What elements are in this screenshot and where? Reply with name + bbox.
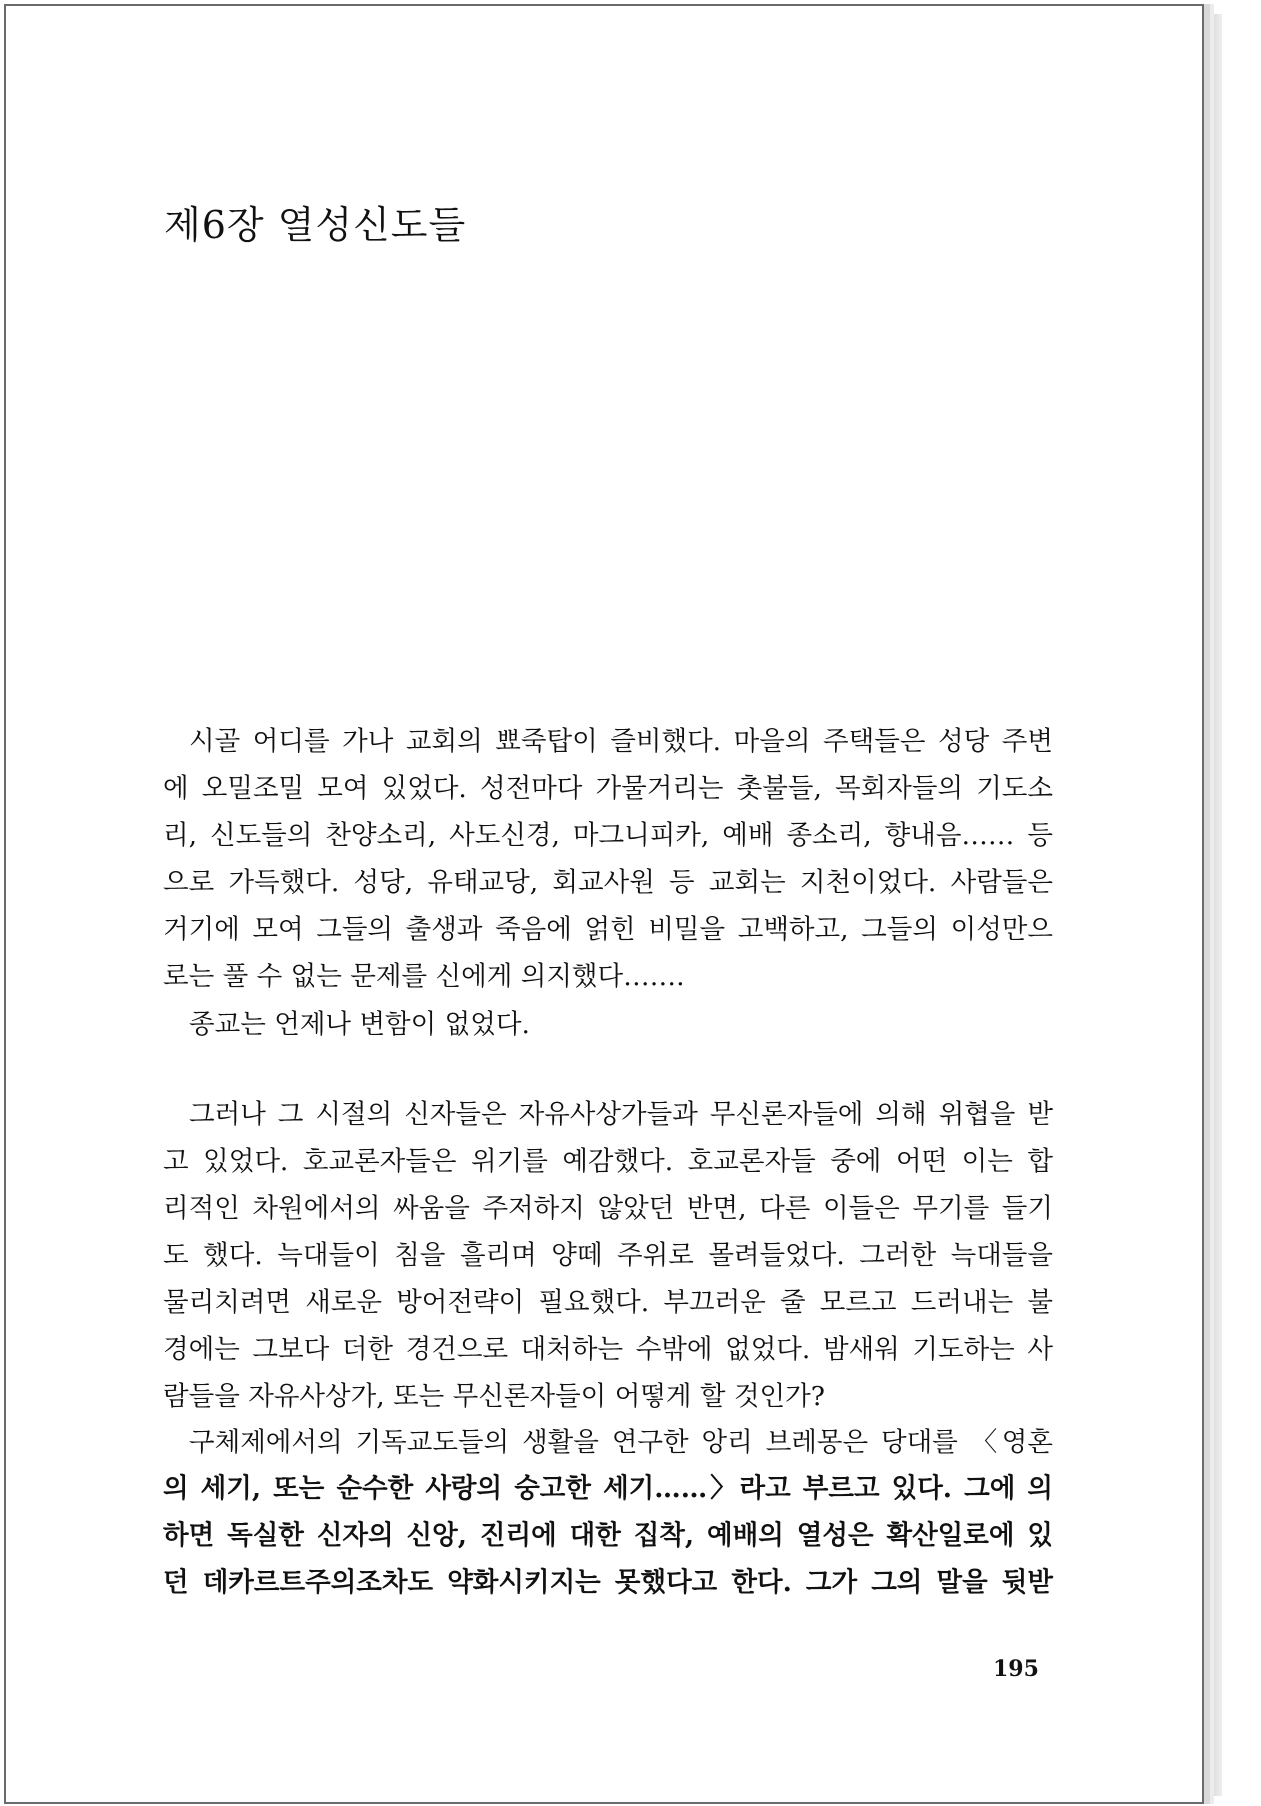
page-edge (1203, 14, 1222, 1796)
text-line: 으로 가득했다. 성당, 유태교당, 회교사원 등 교회는 지천이었다. 사람들은 (163, 867, 1053, 898)
paragraph-4-bold-continuation (163, 1465, 1053, 1606)
text-line: 종교는 언제나 변함이 없었다. (189, 1009, 530, 1040)
page-number: 195 (993, 1656, 1039, 1682)
text-line: 그러나 그 시절의 신자들은 자유사상가들과 무신론자들에 의해 위협을 받 (189, 1099, 1053, 1130)
text-line: 시골 어디를 가나 교회의 뾰죽탑이 즐비했다. 마을의 주택들은 성당 주변 (189, 726, 1053, 757)
paragraph-4 (163, 1419, 1053, 1466)
paragraph-2 (163, 1001, 1053, 1048)
text-line: 로는 풀 수 없는 문제를 신에게 의지했다……. (163, 961, 685, 992)
chapter-title: 제6장 열성신도들 (164, 203, 467, 247)
paragraph-3 (163, 1091, 1053, 1420)
text-line: 경에는 그보다 더한 경건으로 대처하는 수밖에 없었다. 밤새워 기도하는 사 (163, 1334, 1053, 1365)
text-line: 구체제에서의 기독교도들의 생활을 연구한 앙리 브레몽은 당대를 〈영혼 (189, 1427, 1053, 1458)
text-line: 에 오밀조밀 모여 있었다. 성전마다 가물거리는 촛불들, 목회자들의 기도소 (163, 773, 1053, 804)
paragraph-1 (163, 718, 1053, 1000)
text-line: 하면 독실한 신자의 신앙, 진리에 대한 집착, 예배의 열성은 확산일로에 있 (163, 1520, 1053, 1551)
text-line: 고 있었다. 호교론자들은 위기를 예감했다. 호교론자들 중에 어떤 이는 합 (163, 1146, 1053, 1177)
book-page (4, 4, 1204, 1804)
page-content (6, 6, 1202, 1802)
text-line: 던 데카르트주의조차도 약화시키지는 못했다고 한다. 그가 그의 말을 뒷받 (163, 1567, 1053, 1598)
text-line: 리, 신도들의 찬양소리, 사도신경, 마그니피카, 예배 종소리, 향내음…… 등 (163, 820, 1053, 851)
text-line: 물리치려면 새로운 방어전략이 필요했다. 부끄러운 줄 모르고 드러내는 불 (163, 1287, 1053, 1318)
text-line: 도 했다. 늑대들이 침을 흘리며 양떼 주위로 몰려들었다. 그러한 늑대들을 (163, 1240, 1053, 1271)
text-line: 람들을 자유사상가, 또는 무신론자들이 어떻게 할 것인가? (163, 1381, 825, 1412)
text-line: 리적인 차원에서의 싸움을 주저하지 않았던 반면, 다른 이들은 무기를 들기 (163, 1193, 1053, 1224)
text-line: 거기에 모여 그들의 출생과 죽음에 얽힌 비밀을 고백하고, 그들의 이성만으 (163, 914, 1053, 945)
text-line: 의 세기, 또는 순수한 사랑의 숭고한 세기……〉라고 부르고 있다. 그에 의 (163, 1473, 1053, 1504)
